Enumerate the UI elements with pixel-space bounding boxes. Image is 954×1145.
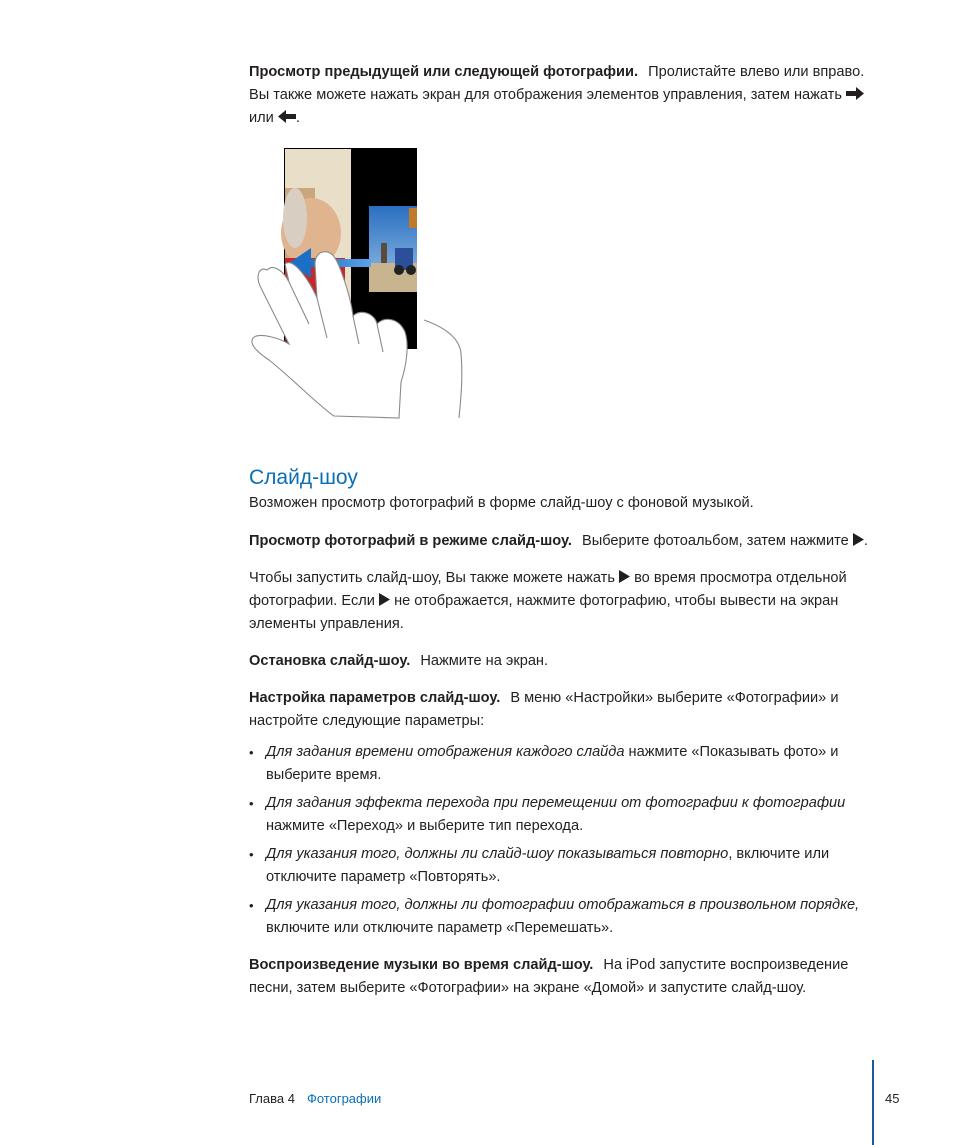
list-item-italic: Для указания того, должны ли фотографии отображаться в произвольном порядке, [266,897,860,913]
paragraph-title: Остановка слайд-шоу. [249,653,411,669]
paragraph-text: Чтобы запустить слайд-шоу, Вы также можете нажать [249,570,615,586]
paragraph-end: . [863,533,868,549]
list-item [249,843,879,889]
list-item-text: , включите или отключите параметр «Повторять». [266,846,830,885]
paragraph-start-slideshow [249,530,879,553]
list-item-text: включите или отключите параметр «Перемешать». [266,920,614,936]
intro-paragraph [249,61,879,130]
chapter-name: Фотографии [306,1091,382,1106]
play-icon [853,533,864,546]
page-footer [249,1089,381,1109]
paragraph-text: В меню «Настройки» выберите «Фотографии» и настройте следующие параметры: [249,690,839,729]
paragraph-settings [249,687,879,733]
arrow-left-icon [278,110,296,123]
footer-divider [872,1060,874,1145]
intro-title: Просмотр предыдущей или следующей фотографии. [249,64,639,80]
paragraph-title: Настройка параметров слайд-шоу. [249,690,501,706]
list-item-text: нажмите «Переход» и выберите тип перехода. [266,818,584,834]
paragraph-text: не отображается, нажмите фотографию, чтобы вывести на экран элементы управления. [249,593,839,632]
paragraph-stop-slideshow [249,650,879,673]
right-photo [369,206,417,292]
chapter-label: Глава 4 [249,1091,295,1106]
intro-section [249,61,879,130]
arrow-right-icon [846,87,864,100]
section-body [249,492,879,1014]
settings-list [249,741,879,940]
swipe-illustration [249,148,465,420]
intro-end: . [295,110,300,126]
paragraph-text: Нажмите на экран. [420,653,549,669]
list-item-italic: Для задания эффекта перехода при перемещении от фотографии к фотографии [266,795,846,811]
list-item [249,741,879,787]
intro-text: Пролистайте влево или вправо. Вы также можете нажать экран для отображения элементов управления, затем нажать [249,64,865,103]
intro-or: или [249,110,274,126]
section-title: Слайд-шоу [249,466,358,489]
list-item-text: нажмите «Показывать фото» и выберите время. [266,744,839,783]
play-icon [619,570,630,583]
list-item [249,792,879,838]
paragraph-text: На iPod запустите воспроизведение песни, затем выберите «Фотографии» на экране «Домой» и запустите слайд-шоу. [249,957,849,996]
paragraph-text: во время просмотра отдельной фотографии. Если [249,570,847,609]
paragraph-title: Просмотр фотографий в режиме слайд-шоу. [249,533,572,549]
section-lead: Возможен просмотр фотографий в форме слайд-шоу с фоновой музыкой. [249,495,754,511]
paragraph-play-hint [249,567,879,636]
list-item-italic: Для задания времени отображения каждого слайда [266,744,625,760]
play-icon [379,593,390,606]
list-item [249,894,879,940]
paragraph-text: Выберите фотоальбом, затем нажмите [581,533,849,549]
list-item-italic: Для указания того, должны ли слайд-шоу показываться повторно [266,846,729,862]
page-number: 45 [885,1091,900,1106]
paragraph-music [249,954,879,1000]
paragraph-title: Воспроизведение музыки во время слайд-шоу. [249,957,594,973]
